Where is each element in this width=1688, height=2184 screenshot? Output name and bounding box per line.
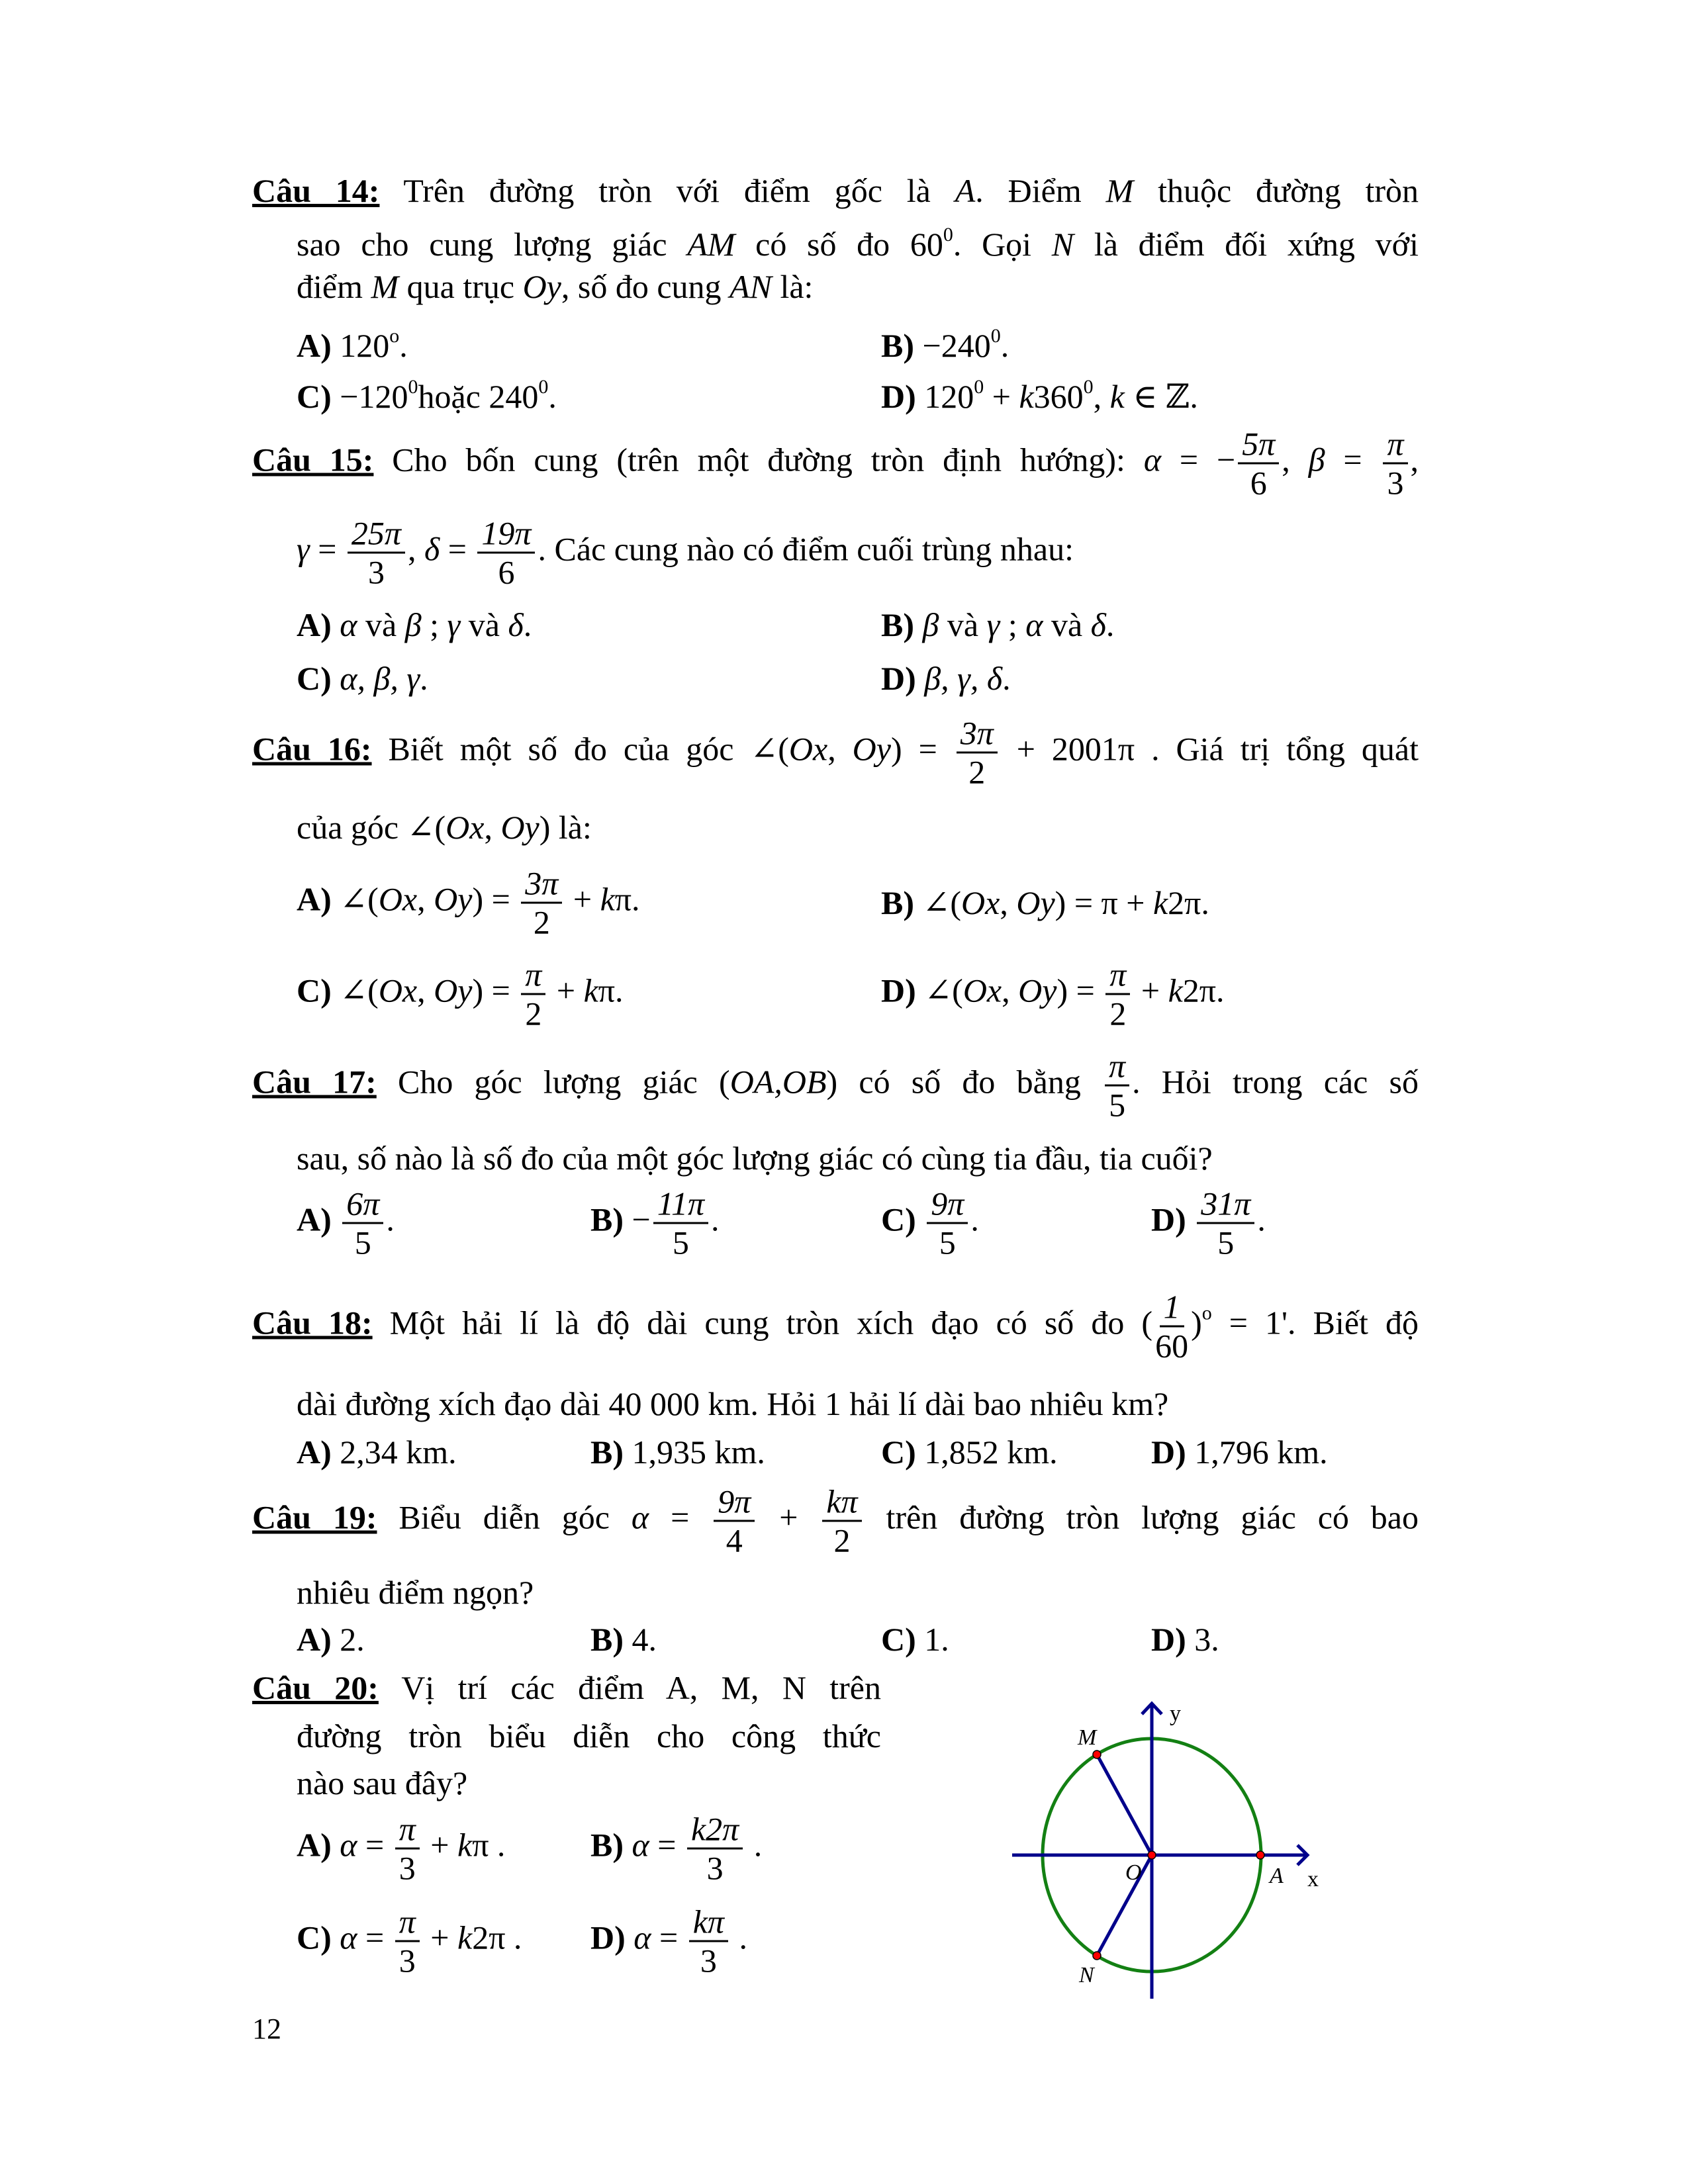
superscript: 0: [974, 376, 984, 398]
option-letter: A): [297, 1621, 332, 1658]
math-variable: Oy: [852, 730, 891, 768]
text-run: hoặc 240: [418, 378, 539, 415]
text-run: π.: [598, 972, 624, 1009]
text-run: +: [984, 378, 1019, 415]
text-run: , số đo cung: [561, 268, 730, 305]
text-run: ,: [1093, 378, 1110, 415]
label-A: A: [1270, 1864, 1284, 1888]
fraction-denominator: 4: [726, 1522, 743, 1559]
fraction-numerator: kπ: [689, 1903, 728, 1942]
text-run: ,: [407, 530, 424, 568]
text-run: .: [745, 1826, 763, 1864]
text-run: ∠(: [915, 972, 963, 1009]
text-run: +: [1133, 972, 1168, 1009]
math-variable: α: [1025, 606, 1043, 643]
math-variable: β: [922, 606, 939, 643]
fraction-numerator: 19π: [477, 515, 535, 554]
option-letter: A): [297, 327, 332, 364]
text-run: =: [357, 1826, 393, 1864]
fraction-denominator: 5: [1109, 1086, 1126, 1124]
text-run: ) là:: [539, 809, 592, 846]
option-letter: C): [881, 1621, 916, 1658]
text-run: 1,796 km.: [1186, 1433, 1328, 1471]
text-run: 120: [331, 327, 390, 364]
text-run: .: [1002, 660, 1011, 697]
math-variable: k: [583, 972, 598, 1009]
text-run: .: [1257, 1201, 1266, 1238]
text-run: Một hải lí là độ dài cung tròn xích đạo có số đo (: [372, 1304, 1153, 1342]
math-variable: γ: [297, 530, 310, 568]
text-run: =: [651, 1919, 686, 1956]
text-run: ,: [484, 809, 501, 846]
math-variable: Oy: [500, 809, 539, 846]
text-run: .: [1105, 606, 1115, 643]
text-run: 2.: [331, 1621, 365, 1658]
text-run: ∠(: [331, 972, 379, 1009]
text-run: +: [422, 1826, 457, 1864]
text-run: 2π.: [1182, 972, 1225, 1009]
fraction-denominator: 3: [700, 1942, 717, 1979]
text-run: ;: [421, 606, 447, 643]
text-run: điểm: [297, 268, 371, 305]
superscript: 0: [408, 376, 418, 398]
fraction-numerator: π: [521, 956, 545, 995]
text-run: đường tròn biểu diễn cho công thức: [297, 1717, 881, 1754]
fraction-numerator: 11π: [653, 1185, 708, 1224]
math-variable: Ox: [445, 809, 485, 846]
text-run: ) =: [1056, 972, 1103, 1009]
text-run: =: [309, 530, 345, 568]
text-run: +: [548, 972, 584, 1009]
point-A: [1256, 1851, 1264, 1859]
option-letter: C): [297, 972, 332, 1009]
text-run: + 2001π . Giá trị tổng quát: [1000, 730, 1419, 768]
text-run: ) =: [890, 730, 954, 768]
text-run: .: [386, 1201, 395, 1238]
fraction-denominator: 3: [1387, 464, 1404, 502]
question-label: Câu 19:: [252, 1498, 377, 1536]
text-run: 2π.: [1168, 884, 1209, 921]
text-run: =: [1325, 441, 1381, 478]
fraction-denominator: 2: [1109, 995, 1127, 1032]
option-letter: C): [881, 1433, 916, 1471]
fraction-denominator: 3: [706, 1849, 724, 1887]
text-run: π.: [614, 880, 640, 918]
fraction-denominator: 3: [399, 1849, 416, 1887]
text-run: thuộc đường tròn: [1133, 172, 1419, 209]
text-run: ,: [1000, 884, 1017, 921]
point-O: [1148, 1851, 1156, 1859]
math-variable: β: [404, 606, 422, 643]
fraction-numerator: π: [1383, 426, 1407, 465]
text-run: ,: [1410, 441, 1419, 478]
text-run: ,: [1282, 441, 1309, 478]
text-run: sau, số nào là số đo của một góc lượng giác có cùng tia đầu, tia cuối?: [297, 1140, 1213, 1177]
text-run: có số đo 60: [735, 226, 943, 263]
math-variable: Ox: [962, 972, 1002, 1009]
math-variable: α: [1143, 441, 1162, 478]
math-variable: N: [1051, 226, 1074, 263]
label-O: O: [1125, 1860, 1142, 1885]
fraction-numerator: kπ: [822, 1483, 861, 1522]
option-letter: D): [1151, 1201, 1186, 1238]
text-run: +: [565, 880, 600, 918]
text-run: ,: [1002, 972, 1019, 1009]
fraction-denominator: 60: [1155, 1327, 1189, 1365]
option-letter: D): [590, 1919, 626, 1956]
math-variable: OA,OB: [729, 1063, 827, 1101]
math-variable: k: [600, 880, 615, 918]
text-run: ,: [417, 880, 434, 918]
text-run: và: [460, 606, 508, 643]
math-variable: β, γ, δ: [924, 660, 1003, 697]
math-variable: Oy: [522, 268, 561, 305]
superscript: o: [1201, 1302, 1212, 1324]
math-variable: α: [633, 1919, 651, 1956]
question-label: Câu 20:: [252, 1669, 379, 1706]
text-run: dài đường xích đạo dài 40 000 km. Hỏi 1 hải lí dài bao nhiêu km?: [297, 1385, 1169, 1422]
math-variable: α: [340, 1826, 357, 1864]
math-variable: γ: [447, 606, 461, 643]
text-run: ,: [417, 972, 434, 1009]
text-run: .: [730, 1919, 747, 1956]
text-run: 1.: [915, 1621, 949, 1658]
text-run: +: [422, 1919, 457, 1956]
text-run: ,: [827, 730, 853, 768]
fraction-numerator: 31π: [1197, 1185, 1254, 1224]
option-letter: D): [881, 972, 916, 1009]
text-run: 360: [1033, 378, 1084, 415]
math-variable: k: [457, 1826, 473, 1864]
math-variable: k: [1019, 378, 1034, 415]
math-variable: α: [632, 1826, 649, 1864]
fraction-numerator: 9π: [927, 1185, 968, 1224]
math-variable: k: [1168, 972, 1183, 1009]
label-M: M: [1078, 1725, 1097, 1750]
option-letter: A): [297, 1826, 332, 1864]
option-letter: C): [881, 1201, 916, 1238]
text-run: 1,935 km.: [624, 1433, 765, 1471]
text-run: −240: [914, 327, 991, 364]
text-run: +: [757, 1498, 820, 1536]
text-run: ): [1191, 1304, 1202, 1342]
text-run: Cho bốn cung (trên một đường tròn định hướng):: [373, 441, 1144, 478]
text-run: qua trục: [399, 268, 523, 305]
option-letter: B): [590, 1621, 624, 1658]
text-run: và: [939, 606, 987, 643]
text-run: =: [649, 1826, 684, 1864]
math-variable: δ: [1090, 606, 1106, 643]
fraction-numerator: 6π: [342, 1185, 383, 1224]
text-run: .: [420, 660, 428, 697]
fraction-numerator: π: [395, 1903, 420, 1942]
text-run: nào sau đây?: [297, 1764, 468, 1801]
fraction-numerator: 25π: [348, 515, 405, 554]
text-run: 4.: [624, 1621, 657, 1658]
fraction-numerator: π: [1105, 1048, 1129, 1087]
fraction-numerator: π: [1105, 956, 1130, 995]
math-variable: Oy: [434, 880, 473, 918]
text-run: ∠(: [914, 884, 962, 921]
text-run: =: [649, 1498, 712, 1536]
math-variable: A: [955, 172, 976, 209]
label-N: N: [1079, 1963, 1094, 1987]
math-variable: δ: [424, 530, 440, 568]
text-run: π .: [472, 1826, 506, 1864]
option-letter: C): [297, 660, 332, 697]
superscript: 0: [1083, 376, 1094, 398]
option-letter: D): [1151, 1621, 1186, 1658]
math-variable: γ: [986, 606, 1000, 643]
text-run: =: [440, 530, 475, 568]
fraction-denominator: 2: [525, 995, 542, 1032]
fraction-denominator: 3: [399, 1942, 416, 1979]
question-label: Câu 15:: [252, 441, 374, 478]
text-run: .: [548, 378, 557, 415]
option-letter: D): [1151, 1433, 1186, 1471]
label-y: y: [1170, 1702, 1181, 1726]
text-run: .: [399, 327, 408, 364]
text-run: Trên đường tròn với điểm gốc là: [379, 172, 955, 209]
math-variable: δ: [508, 606, 524, 643]
math-variable: k: [1152, 884, 1168, 921]
math-variable: α: [340, 606, 357, 643]
text-run: 2,34 km.: [331, 1433, 457, 1471]
math-variable: M: [371, 268, 399, 305]
text-run: ) có số đo bằng: [826, 1063, 1103, 1101]
fraction-numerator: 3π: [521, 865, 562, 904]
text-run: ) =: [472, 880, 519, 918]
fraction-numerator: 1: [1160, 1289, 1184, 1328]
text-run: ∠(: [331, 880, 379, 918]
superscript: 0: [943, 224, 953, 246]
option-letter: B): [881, 884, 914, 921]
point-N: [1093, 1952, 1101, 1960]
math-variable: AM: [687, 226, 735, 263]
text-run: .: [523, 606, 532, 643]
option-letter: B): [881, 327, 914, 364]
math-variable: α: [340, 1919, 357, 1956]
text-run: −120: [331, 378, 408, 415]
segment-ON: [1097, 1855, 1152, 1956]
question-label: Câu 17:: [252, 1063, 377, 1101]
text-run: Cho góc lượng giác (: [376, 1063, 730, 1101]
text-run: 120: [915, 378, 974, 415]
text-run: và: [357, 606, 405, 643]
text-run: Vị trí các điểm A, M, N trên: [378, 1669, 881, 1706]
fraction-denominator: 5: [672, 1224, 689, 1261]
fraction-numerator: π: [395, 1811, 420, 1850]
fraction-denominator: 3: [367, 553, 385, 591]
math-variable: k: [457, 1919, 473, 1956]
text-run: là:: [771, 268, 814, 305]
text-run: sao cho cung lượng giác: [297, 226, 688, 263]
math-variable: β: [1308, 441, 1325, 478]
text-run: và: [1043, 606, 1091, 643]
text-run: trên đường tròn lượng giác có bao: [864, 1498, 1419, 1536]
math-variable: Ox: [788, 730, 828, 768]
text-run: ;: [1000, 606, 1026, 643]
option-letter: B): [881, 606, 914, 643]
option-letter: A): [297, 1201, 332, 1238]
math-variable: Oy: [1016, 884, 1055, 921]
fraction-denominator: 2: [833, 1522, 851, 1559]
math-variable: Ox: [378, 880, 418, 918]
math-variable: Oy: [1018, 972, 1057, 1009]
fraction-numerator: k2π: [687, 1811, 743, 1850]
text-run: .: [970, 1201, 979, 1238]
fraction-denominator: 2: [968, 753, 986, 791]
fraction-numerator: 9π: [714, 1483, 755, 1522]
text-run: ) =: [472, 972, 519, 1009]
math-variable: Ox: [378, 972, 418, 1009]
text-run: 1,852 km.: [915, 1433, 1058, 1471]
text-run: . Các cung nào có điểm cuối trùng nhau:: [538, 530, 1074, 568]
text-run: = −: [1161, 441, 1236, 478]
fraction-numerator: 3π: [957, 715, 998, 754]
text-run: Biết một số đo của góc ∠(: [371, 730, 789, 768]
text-run: . Hỏi trong các số: [1132, 1063, 1419, 1101]
text-run: Biểu diễn góc: [377, 1498, 632, 1536]
text-run: .: [1000, 327, 1009, 364]
option-letter: D): [881, 660, 916, 697]
text-run: . Điểm: [975, 172, 1106, 209]
math-variable: Oy: [434, 972, 473, 1009]
question-label: Câu 14:: [252, 172, 380, 209]
fraction-denominator: 5: [354, 1224, 371, 1261]
text-run: là điểm đối xứng với: [1074, 226, 1419, 263]
text-run: của góc ∠(: [297, 809, 446, 846]
math-variable: M: [1105, 172, 1134, 209]
option-letter: A): [297, 880, 332, 918]
fraction-denominator: 6: [498, 553, 515, 591]
text-run: = 1'. Biết độ: [1211, 1304, 1419, 1342]
math-variable: AN: [729, 268, 772, 305]
text-run: =: [357, 1919, 393, 1956]
option-letter: A): [297, 1433, 332, 1471]
text-run: −: [624, 1201, 651, 1238]
segment-OM: [1097, 1754, 1152, 1855]
math-variable: α: [631, 1498, 649, 1536]
text-run: .: [711, 1201, 720, 1238]
fraction-denominator: 5: [1217, 1224, 1235, 1261]
fraction-denominator: 2: [533, 903, 550, 941]
text-run: 2π .: [472, 1919, 522, 1956]
option-letter: A): [297, 606, 332, 643]
math-variable: α, β, γ: [340, 660, 420, 697]
fraction-numerator: 5π: [1238, 426, 1279, 465]
fraction-denominator: 5: [939, 1224, 956, 1261]
question-label: Câu 16:: [252, 730, 372, 768]
math-variable: k: [1109, 378, 1125, 415]
fraction-denominator: 6: [1250, 464, 1267, 502]
text-run: . Gọi: [953, 226, 1052, 263]
point-M: [1093, 1751, 1101, 1758]
option-letter: C): [297, 378, 332, 415]
superscript: 0: [990, 325, 1001, 347]
text-run: ∈ ℤ.: [1124, 378, 1198, 415]
math-variable: Ox: [961, 884, 1000, 921]
superscript: o: [389, 325, 400, 347]
page-number: 12: [252, 2013, 281, 2045]
question-label: Câu 18:: [252, 1304, 373, 1342]
text-run: ) = π +: [1055, 884, 1153, 921]
option-letter: B): [590, 1201, 624, 1238]
label-x: x: [1307, 1867, 1319, 1891]
superscript: 0: [538, 376, 549, 398]
text-run: nhiêu điểm ngọn?: [297, 1574, 534, 1611]
option-letter: D): [881, 378, 916, 415]
text-run: 3.: [1186, 1621, 1219, 1658]
option-letter: C): [297, 1919, 332, 1956]
option-letter: B): [590, 1826, 624, 1864]
option-letter: B): [590, 1433, 624, 1471]
